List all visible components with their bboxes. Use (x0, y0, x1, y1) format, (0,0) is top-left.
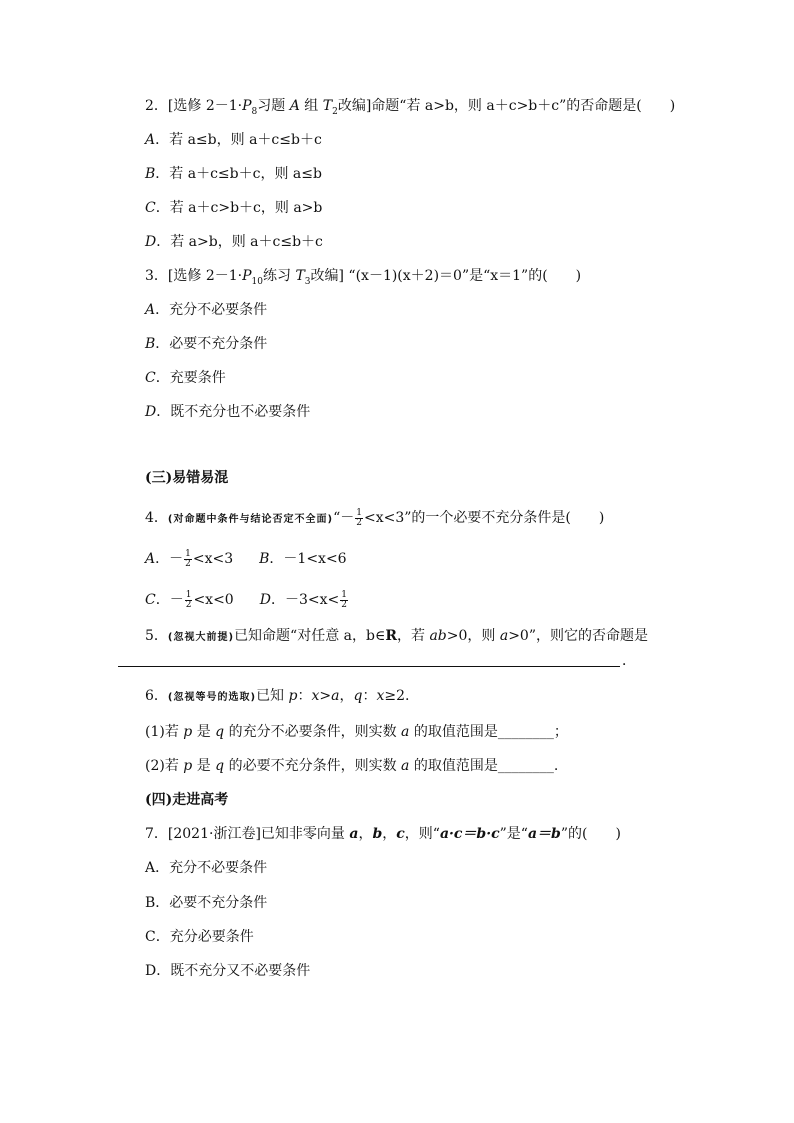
fraction-half: $\frac{1}{2}$ (356, 507, 362, 528)
section-4-heading: (四)走进高考 (145, 792, 229, 808)
q7-option-b[interactable]: B．必要不充分条件 (145, 895, 268, 911)
q3-option-b[interactable]: B．必要不充分条件 (145, 336, 268, 352)
fraction-half: $\frac{1}{2}$ (341, 589, 347, 610)
q6-tag: (忽视等号的选取) (167, 692, 257, 703)
q2-option-b[interactable]: B．若 a＋c≤b＋c，则 a≤b (145, 166, 322, 182)
q5-tag: (忽视大前提) (167, 632, 235, 643)
q6-stem: 6．(忽视等号的选取)已知 p：x>a，q：x≥2. (145, 688, 410, 704)
q4-options-row-1 (145, 549, 347, 569)
q2-option-c[interactable]: C．若 a＋c>b＋c，则 a>b (145, 200, 323, 216)
q4-option-c[interactable]: C．－ $\frac{1}{2}$ <x<0 (145, 589, 234, 610)
q3-option-d[interactable]: D．既不充分也不必要条件 (145, 404, 311, 420)
q5-stem: 5．(忽视大前提)已知命题“对任意 a，b∈R，若 ab>0，则 a>0”，则它的否命题是 (145, 628, 648, 644)
q4-options-row-2 (145, 590, 349, 610)
q7-option-d[interactable]: D．既不充分又不必要条件 (145, 963, 311, 979)
fraction-half: $\frac{1}{2}$ (185, 589, 192, 610)
q5-answer-blank[interactable] (118, 666, 620, 667)
q2-option-a[interactable]: A．若 a≤b，则 a＋c≤b＋c (145, 132, 322, 148)
q6-sub-2: (2)若 p 是 q 的必要不充分条件，则实数 a 的取值范围是________. (145, 758, 559, 774)
q4-option-a[interactable]: A．－ $\frac{1}{2}$ <x<3 (145, 548, 234, 569)
q7-option-a[interactable]: A．充分不必要条件 (145, 860, 268, 876)
q4-tag: (对命题中条件与结论否定不全面) (167, 514, 334, 525)
q2-option-d[interactable]: D．若 a>b，则 a＋c≤b＋c (145, 234, 323, 250)
q3-stem: 3．[选修 $2-1\cdot P_{10}$练习 $T_3$改编] “(x－1)(x＋2)＝0”是“x＝1”的( ) (145, 268, 582, 287)
q6-sub-1: (1)若 p 是 q 的充分不必要条件，则实数 a 的取值范围是________； (145, 724, 568, 740)
q2-number: 2． (145, 98, 168, 114)
section-3-heading: (三)易错易混 (145, 470, 229, 486)
q3-option-a[interactable]: A．充分不必要条件 (145, 302, 268, 318)
fraction-half: $\frac{1}{2}$ (185, 548, 191, 569)
q7-option-c[interactable]: C．充分必要条件 (145, 929, 254, 945)
q7-stem: 7．[2021·浙江卷]已知非零向量 a，b，c，则“a·c＝b·c”是“a＝b”的( ) (145, 826, 621, 842)
q4-stem: 4．(对命题中条件与结论否定不全面)“－ $\frac{1}{2}$ <x<3”的一个必要不充分条件是( ) (145, 507, 605, 528)
q4-option-d[interactable]: D．－3<x< $\frac{1}{2}$ (259, 589, 347, 610)
q3-number: 3． (145, 268, 168, 284)
q4-option-b[interactable]: B．－1<x<6 (259, 551, 347, 567)
q3-option-c[interactable]: C．充要条件 (145, 370, 226, 386)
document-page: 2．[选修 $2-1\cdot P_8$习题 A 组 $T_2$改编]命题“若 a>b，则 a＋c>b＋c”的否命题是( ) A．若 a≤b，则 a＋c≤b＋c B．若 a＋c≤b＋c，则 a≤b C．若 a＋c>b＋c，则 a>b D．若 a>b，则 a＋c≤b＋c 3．[选修 $2-1\cdot P_{10}$练习 $T_3$改编] “(x－1)(x＋2)＝0”是“x＝1”的( ) A．充分不必要条件 B．必要不充分条件 C．充要条件 D．既不充分也不必要条件 (三)易错易混 4．(对命题中条件与结论否定不全面)“－ $\frac{1}{2}$ <x<3”的一个必要不充分条件是( ) A．－ $\frac{1}{2}$ <x<3 B．－1<x<6 C．－ $\frac{1}{2}$ <x<0 D．－3<x< $\frac{1}{2}$ 5．(忽视大前提)已知命题“对任意 a，b∈R，若 ab>0，则 a>0”，则它的否命题是 ． 6．(忽视等号的选取)已知 p：x>a，q：x≥2. (1)若 p 是 q 的充分不必要条件，则实数 a 的取值范围是________； (2)若 p 是 q 的必要不充分条件，则实数 a 的取值范围是________. (四)走进高考 7．[2021·浙江卷]已知非零向量 a，b，c，则“a·c＝b·c”是“a＝b”的( ) A．充分不必要条件 B．必要不充分条件 C．充分必要条件 D．既不充分又不必要条件 (0, 0, 794, 1123)
q2-stem: 2．[选修 $2-1\cdot P_8$习题 A 组 $T_2$改编]命题“若 a>b，则 a＋c>b＋c”的否命题是( ) (145, 98, 676, 117)
